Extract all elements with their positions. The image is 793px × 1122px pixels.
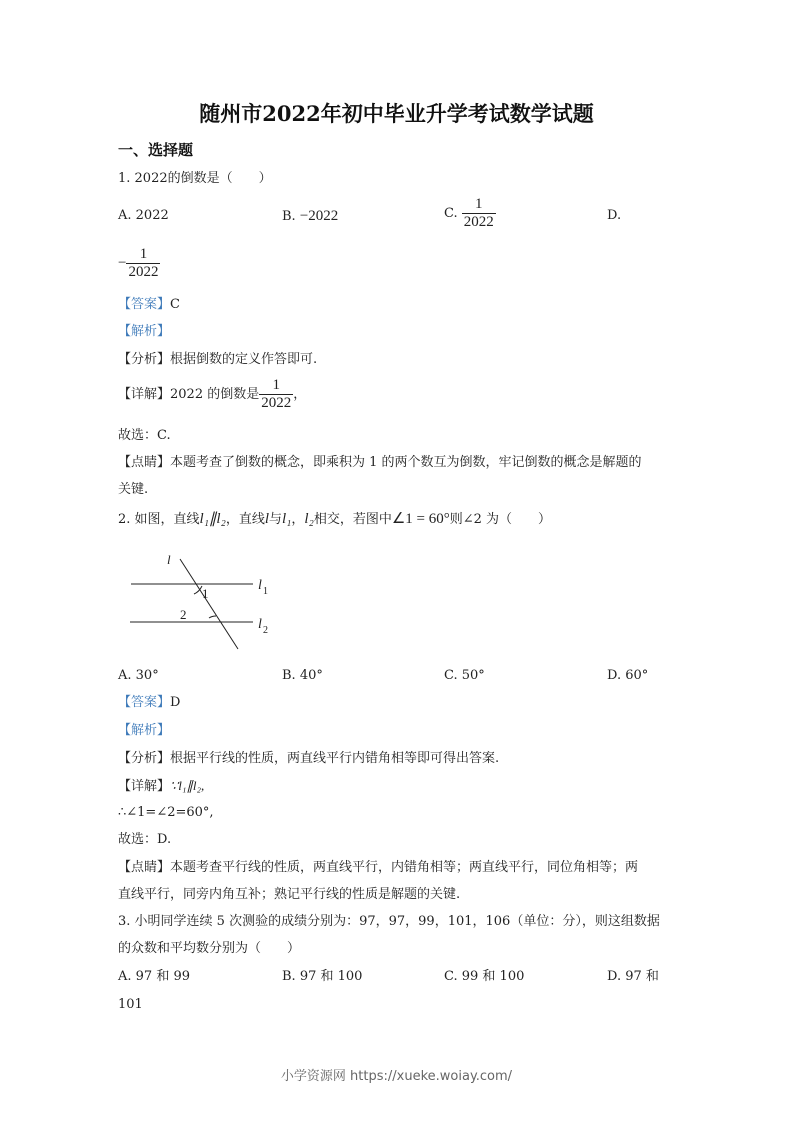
q3-stem-line1: 3. 小明同学连续 5 次测验的成绩分别为：97，97，99，101，106（单位：分），则这组数据 <box>118 914 660 929</box>
q2-xiangjie <box>118 777 204 796</box>
q3-option-d-wrap: 101 <box>118 997 143 1012</box>
stem-text: 2. 如图，直线 <box>118 512 200 527</box>
stem-text: ， <box>291 512 305 527</box>
q1-xiangjie <box>118 377 306 412</box>
q2-stem <box>118 510 551 529</box>
q3-stem-line2: 的众数和平均数分别为（ ） <box>118 941 301 956</box>
q3-option-c: C. 99 和 100 <box>444 969 525 984</box>
q1-fenxi <box>118 351 317 369</box>
fenxi-tag: 【分析】 <box>118 751 171 766</box>
fraction-numerator: 1 <box>475 196 483 212</box>
label-angle-2: 2 <box>180 607 187 622</box>
q1-option-c-label: C. <box>444 206 458 221</box>
q1-analysis-tag: 【解析】 <box>118 324 171 339</box>
dianjing-tag: 【点睛】 <box>118 455 171 470</box>
q1-option-d-value <box>118 246 160 281</box>
label-l2-sub: 2 <box>263 625 268 636</box>
angle-2-arc <box>209 616 216 618</box>
fraction-numerator: 1 <box>272 377 280 393</box>
transversal-l <box>180 559 238 649</box>
stem-math-l: l <box>264 511 269 527</box>
q1-stem: 1. 2022的倒数是（ ） <box>118 171 272 186</box>
q1-option-d-label: D. <box>607 208 622 223</box>
q2-option-a: A. 30° <box>118 668 159 683</box>
xiangjie-text: ∵l₁∥l₂, <box>170 778 205 793</box>
q1-dianjing-line2: 关键. <box>118 482 149 497</box>
dianjing-tag: 【点睛】 <box>118 860 171 875</box>
fraction-denominator: 2022 <box>128 264 159 280</box>
stem-text: 则∠2 为（ ） <box>449 512 552 527</box>
answer-tag: 【答案】 <box>118 297 171 312</box>
answer-tag: 【答案】 <box>118 695 171 710</box>
answer-value: C <box>170 297 180 312</box>
q1-option-b-value: −2022 <box>299 208 339 224</box>
q2-dianjing <box>118 859 638 877</box>
label-l1-sub: 1 <box>263 586 268 597</box>
q1-answer <box>118 296 180 314</box>
label-l2: l <box>258 617 262 632</box>
xiangjie-punct: ， <box>293 387 307 402</box>
q2-answer <box>118 694 180 712</box>
fenxi-tag: 【分析】 <box>118 352 171 367</box>
xiangjie-tag: 【详解】 <box>118 387 171 402</box>
q1-choose: 故选：C. <box>118 428 171 443</box>
xiangjie-fraction <box>259 377 293 412</box>
fraction-numerator: 1 <box>139 246 148 262</box>
fenxi-text: 根据倒数的定义作答即可. <box>170 352 318 367</box>
dianjing-text: 本题考查平行线的性质，两直线平行，内错角相等；两直线平行，同位角相等；两 <box>170 860 639 875</box>
label-l: l <box>167 552 171 567</box>
q1-option-c <box>444 196 496 231</box>
section-heading: 一、选择题 <box>118 141 194 159</box>
footer-watermark: 小学资源网 https://xueke.woiay.com/ <box>280 1069 513 1084</box>
stem-math-l1: l₁ <box>282 511 292 527</box>
q1-option-a: A. 2022 <box>118 208 169 223</box>
q2-option-b: B. 40° <box>282 668 323 683</box>
label-angle-1: 1 <box>202 586 209 601</box>
q1-option-d-fraction <box>126 246 160 281</box>
q2-option-c: C. 50° <box>444 668 485 683</box>
q2-analysis-tag: 【解析】 <box>118 723 171 738</box>
stem-text: ，直线 <box>225 512 265 527</box>
stem-text: 相交，若图中 <box>313 512 392 527</box>
stem-text: 与 <box>269 512 283 527</box>
page-title: 随州市2022年初中毕业升学考试数学试题 <box>199 101 594 126</box>
parallel-lines-figure <box>120 548 280 658</box>
fraction-denominator: 2022 <box>463 214 494 230</box>
q3-option-b: B. 97 和 100 <box>282 969 363 984</box>
q3-option-d: D. 97 和 <box>607 969 659 984</box>
q3-option-a: A. 97 和 99 <box>118 969 191 984</box>
q1-option-b <box>282 207 338 226</box>
q1-option-b-label: B. <box>282 209 296 224</box>
q2-option-d: D. 60° <box>607 668 649 683</box>
xiangjie-text: 2022 的倒数是 <box>170 387 260 402</box>
stem-math-l2: l₂ <box>304 511 314 527</box>
stem-math-angle: ∠1 = 60° <box>391 511 450 527</box>
q1-option-c-fraction <box>462 196 496 231</box>
fenxi-text: 根据平行线的性质，两直线平行内错角相等即可得出答案. <box>170 751 500 766</box>
stem-math-parallel: l₁∥l₂ <box>199 511 226 527</box>
q1-dianjing <box>118 454 642 472</box>
xiangjie-tag: 【详解】 <box>118 779 171 794</box>
q2-step2: ∴∠1=∠2=60°, <box>118 805 214 820</box>
q2-fenxi <box>118 750 499 768</box>
answer-value: D <box>170 695 181 710</box>
q2-dianjing-line2: 直线平行，同旁内角互补；熟记平行线的性质是解题的关键. <box>118 887 461 902</box>
fraction-denominator: 2022 <box>261 395 292 411</box>
fraction-sign: − <box>118 255 127 271</box>
q2-choose: 故选：D. <box>118 832 172 847</box>
label-l1: l <box>258 578 262 593</box>
dianjing-text: 本题考查了倒数的概念，即乘积为 1 的两个数互为倒数，牢记倒数的概念是解题的 <box>170 455 642 470</box>
